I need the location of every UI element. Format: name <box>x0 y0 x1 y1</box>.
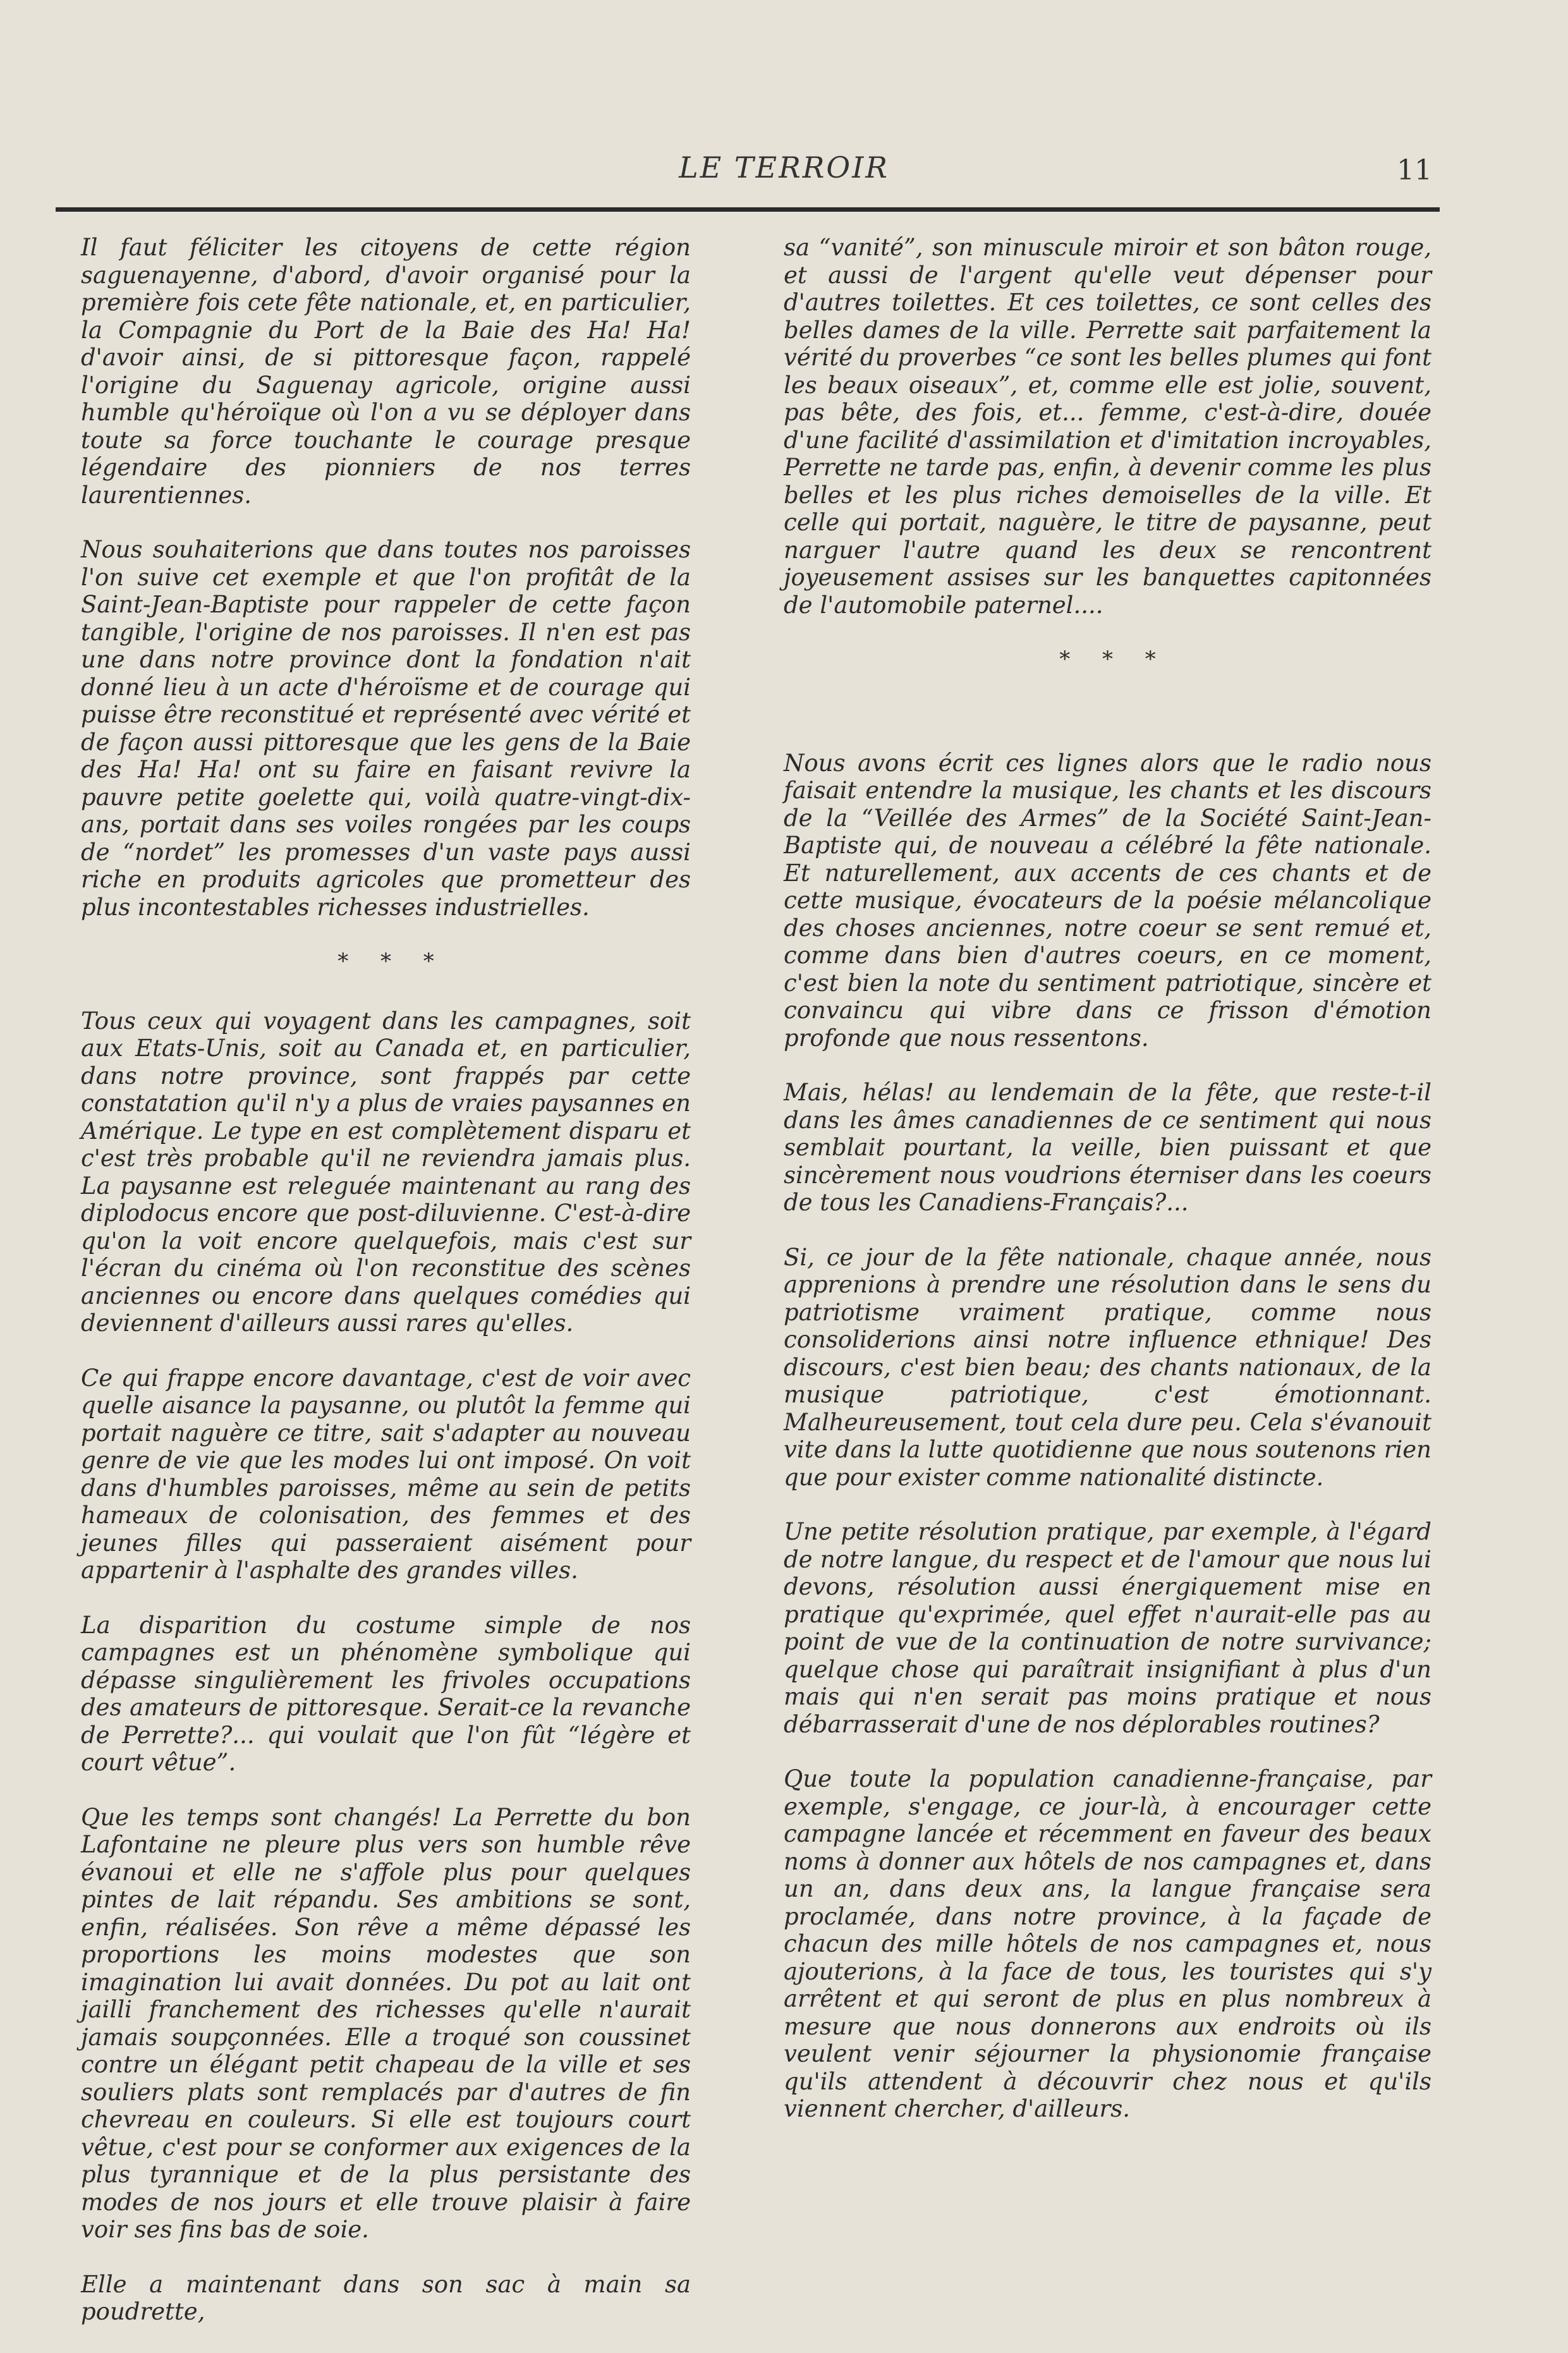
section-separator: * * * <box>337 949 434 974</box>
paragraph: Il faut féliciter les citoyens de cette région saguenayenne, d'abord, d'avoir organisé pour la première fois cete fête nationale, et, en particulier, la Compagnie du Port de la Baie des Ha! Ha! d'avoir ainsi, de si pittoresque façon, rappelé l'origine du Saguenay agricole, origine aussi humble qu'héroïque où l'on a vu se déployer dans toute sa force touchante le courage presque légendaire des pionniers de nos terres laurentiennes. <box>81 234 691 509</box>
paragraph: Nous avons écrit ces lignes alors que le radio nous faisait entendre la musique, les chants et les discours de la “Veillée des Armes” de la Société Saint-Jean-Baptiste qui, de nouveau a célébré la fête nationale. Et naturellement, aux accents de ces chants et de cette musique, évocateurs de la poésie mélancolique des choses anciennes, notre coeur se sent remué et, comme dans bien d'autres coeurs, en ce moment, c'est bien la note du sentiment patriotique, sincère et convaincu qui vibre dans ce frisson d'émotion profonde que nous ressentons. <box>784 749 1431 1052</box>
section-separator: * * * <box>1059 647 1156 672</box>
paragraph: Que les temps sont changés! La Perrette du bon Lafontaine ne pleure plus vers son humble rêve évanoui et elle ne s'affole plus pour quelques pintes de lait répandu. Ses ambitions se sont, enfin, réalisées. Son rêve a même dépassé les proportions les moins modestes que son imagination lui avait données. Du pot au lait ont jailli franchement des richesses qu'elle n'aurait jamais soupçonnées. Elle a troqué son coussinet contre un élégant petit chapeau de la ville et ses souliers plats sont remplacés par d'autres de fin chevreau en couleurs. Si elle est toujours court vêtue, c'est pour se conformer aux exigences de la plus tyrannique et de la plus persistante des modes de nos jours et elle trouve plaisir à faire voir ses fins bas de soie. <box>81 1803 691 2243</box>
paragraph: Mais, hélas! au lendemain de la fête, que reste-t-il dans les âmes canadiennes de ce sentiment qui nous semblait pourtant, la veille, bien puissant et que sincèrement nous voudrions éterniser dans les coeurs de tous les Canadiens-Français?... <box>784 1079 1431 1216</box>
paragraph: Que toute la population canadienne-française, par exemple, s'engage, ce jour-là, à encourager cette campagne lancée et récemment en faveur des beaux noms à donner aux hôtels de nos campagnes et, dans un an, dans deux ans, la langue française sera proclamée, dans notre province, à la façade de chacun des mille hôtels de nos campagnes et, nous ajouterions, à la face de tous, les touristes qui s'y arrêtent et qui seront de plus en plus nombreux à mesure que nous donnerons aux endroits où ils veulent venir séjourner la physionomie française qu'ils attendent à découvrir chez nous et qu'ils viennent chercher, d'ailleurs. <box>784 1765 1431 2122</box>
left-column <box>81 234 691 2353</box>
paragraph: Elle a maintenant dans son sac à main sa poudrette, <box>81 2270 691 2325</box>
paragraph: Tous ceux qui voyagent dans les campagnes, soit aux Etats-Unis, soit au Canada et, en particulier, dans notre province, sont frappés par cette constatation qu'il n'y a plus de vraies paysannes en Amérique. Le type en est complètement disparu et c'est très probable qu'il ne reviendra jamais plus. La paysanne est releguée maintenant au rang des diplodocus encore que post-diluvienne. C'est-à-dire qu'on la voit encore quelquefois, mais c'est sur l'écran du cinéma où l'on reconstitue des scènes anciennes ou encore dans quelques comédies qui deviennent d'ailleurs aussi rares qu'elles. <box>81 1007 691 1337</box>
page-number: 11 <box>1397 154 1432 186</box>
header-rule <box>56 207 1440 212</box>
paragraph: La disparition du costume simple de nos campagnes est un phénomène symbolique qui dépasse singulièrement les frivoles occupations des amateurs de pittoresque. Serait-ce la revanche de Perrette?... qui voulait que l'on fût “légère et court vêtue”. <box>81 1611 691 1776</box>
paragraph: sa “vanité”, son minuscule miroir et son bâton rouge, et aussi de l'argent qu'elle veut dépenser pour d'autres toilettes. Et ces toilettes, ce sont celles des belles dames de la ville. Perrette sait parfaitement la vérité du proverbes “ce sont les belles plumes qui font les beaux oiseaux”, et, comme elle est jolie, souvent, pas bête, des fois, et... femme, c'est-à-dire, douée d'une facilité d'assimilation et d'imitation incroyables, Perrette ne tarde pas, enfin, à devenir comme les plus belles et les plus riches demoiselles de la ville. Et celle qui portait, naguère, le titre de paysanne, peut narguer l'autre quand les deux se rencontrent joyeusement assises sur les banquettes capitonnées de l'automobile paternel.... <box>784 234 1431 619</box>
paragraph: Si, ce jour de la fête nationale, chaque année, nous apprenions à prendre une résolution dans le sens du patriotisme vraiment pratique, comme nous consoliderions ainsi notre influence ethnique! Des discours, c'est bien beau; des chants nationaux, de la musique patriotique, c'est émotionnant. Malheureusement, tout cela dure peu. Cela s'évanouit vite dans la lutte quotidienne que nous soutenons rien que pour exister comme nationalité distincte. <box>784 1243 1431 1491</box>
paragraph: Une petite résolution pratique, par exemple, à l'égard de notre langue, du respect et de l'amour que nous lui devons, résolution aussi énergiquement mise en pratique qu'exprimée, quel effet n'aurait-elle pas au point de vue de la continuation de notre survivance; quelque chose qui paraîtrait insignifiant à plus d'un mais qui n'en serait pas moins pratique et nous débarrasserait d'une de nos déplorables routines? <box>784 1518 1431 1738</box>
right-column <box>784 234 1431 2150</box>
paragraph: Nous souhaiterions que dans toutes nos paroisses l'on suive cet exemple et que l'on profitât de la Saint-Jean-Baptiste pour rappeler de cette façon tangible, l'origine de nos paroisses. Il n'en est pas une dans notre province dont la fondation n'ait donné lieu à un acte d'héroïsme et de courage qui puisse être reconstitué et représenté avec vérité et de façon aussi pittoresque que les gens de la Baie des Ha! Ha! ont su faire en faisant revivre la pauvre petite goelette qui, voilà quatre-vingt-dix-ans, portait dans ses voiles rongées par les coups de “nordet” les promesses d'un vaste pays aussi riche en produits agricoles que prometteur des plus incontestables richesses industrielles. <box>81 536 691 921</box>
paragraph: Ce qui frappe encore davantage, c'est de voir avec quelle aisance la paysanne, ou plutôt la femme qui portait naguère ce titre, sait s'adapter au nouveau genre de vie que les modes lui ont imposé. On voit dans d'humbles paroisses, même au sein de petits hameaux de colonisation, des femmes et des jeunes filles qui passeraient aisément pour appartenir à l'asphalte des grandes villes. <box>81 1364 691 1584</box>
running-head-title: LE TERROIR <box>679 150 889 185</box>
